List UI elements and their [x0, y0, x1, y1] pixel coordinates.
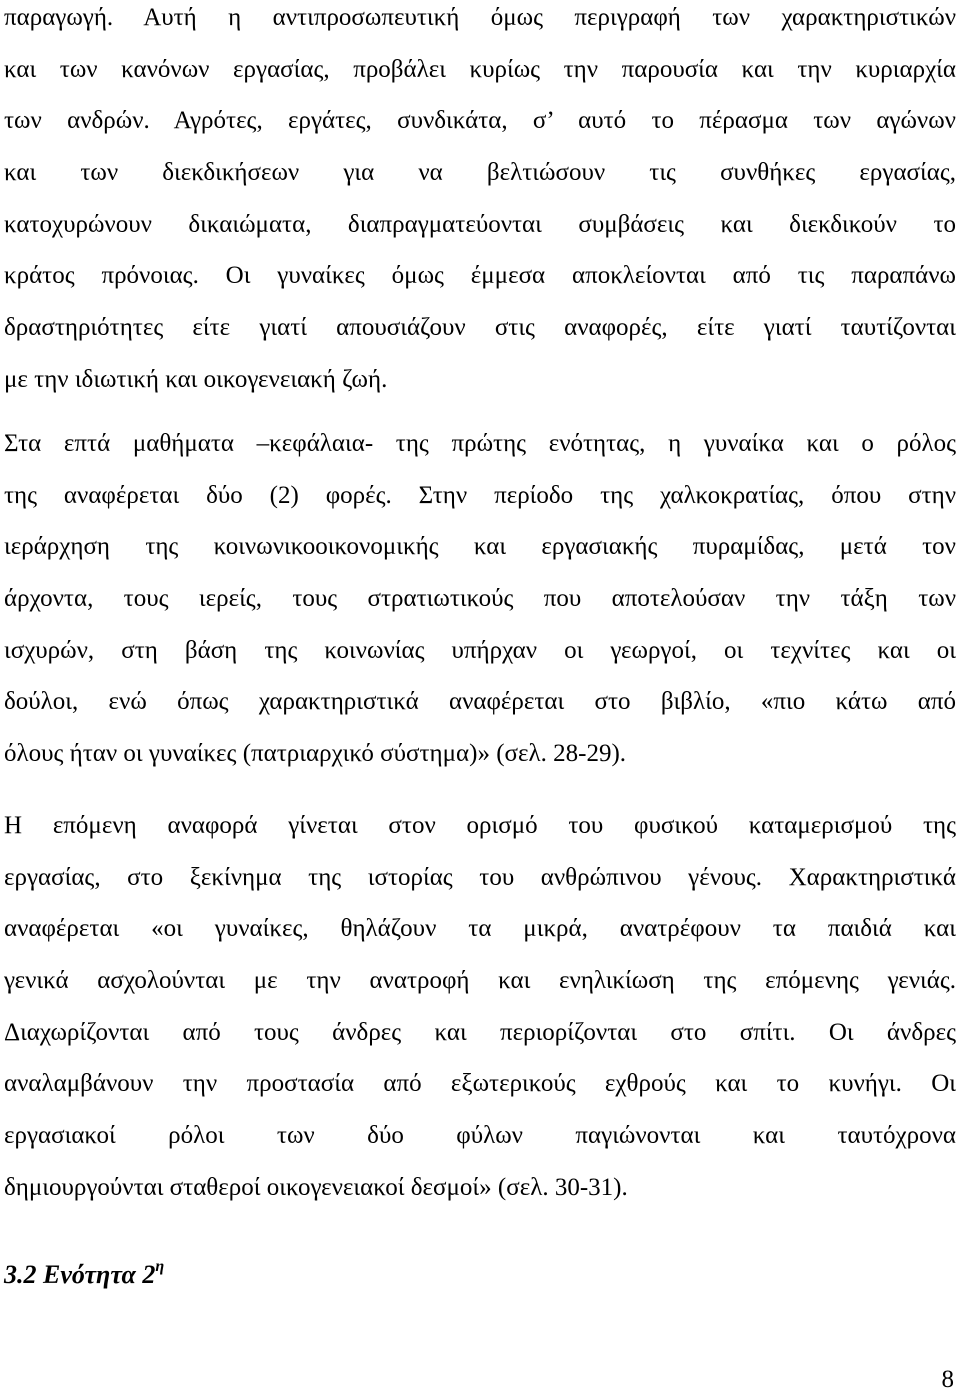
paragraph-1 [4, 0, 956, 406]
text-line: αναλαμβάνουν την προστασία από εξωτερικούς εχθρούς και το κυνήγι. Οι [4, 1070, 956, 1098]
text-line: με την ιδιωτική και οικογενειακή ζωή. [4, 365, 388, 393]
section-heading [4, 1247, 164, 1295]
text-line: εργασίας, στο ξεκίνημα της ιστορίας του ανθρώπινου γένους. Χαρακτηριστικά [4, 863, 956, 891]
page-number: 8 [941, 1366, 954, 1393]
text-line: αναφέρεται «οι γυναίκες, θηλάζουν τα μικρά, ανατρέφουν τα παιδιά και [4, 915, 956, 943]
text-line: όλους ήταν οι γυναίκες (πατριαρχικό σύστημα)» (σελ. 28-29). [4, 740, 627, 768]
text-line: δραστηριότητες είτε γιατί απουσιάζουν στις αναφορές, είτε γιατί ταυτίζονται [4, 314, 956, 342]
text-line: παραγωγή. Αυτή η αντιπροσωπευτική όμως περιγραφή των χαρακτηριστικών [4, 4, 956, 31]
text-line: και των κανόνων εργασίας, προβάλει κυρίως την παρουσία και την κυριαρχία [4, 55, 956, 83]
text-line: Διαχωρίζονται από τους άνδρες και περιορίζονται στο σπίτι. Οι άνδρες [4, 1018, 956, 1046]
text-line: ιεράρχηση της κοινωνικοοικονομικής και εργασιακής πυραμίδας, μετά τον [4, 533, 956, 561]
text-line: κράτος πρόνοιας. Οι γυναίκες όμως έμμεσα αποκλείονται από τις παραπάνω [4, 262, 956, 290]
section-heading-text: 3.2 Ενότητα 2 [4, 1260, 156, 1289]
text-line: της αναφέρεται δύο (2) φορές. Στην περίοδο της χαλκοκρατίας, όπου στην [4, 481, 956, 509]
paragraph-3 [4, 800, 956, 1214]
text-line: δούλοι, ενώ όπως χαρακτηριστικά αναφέρεται στο βιβλίο, «πιο κάτω από [4, 688, 956, 716]
text-line: εργασιακοί ρόλοι των δύο φύλων παγιώνονται και ταυτόχρονα [4, 1122, 956, 1150]
text-line: γενικά ασχολούνται με την ανατροφή και ενηλικίωση της επόμενης γενιάς. [4, 967, 956, 995]
text-line: Στα επτά μαθήματα –κεφάλαια- της πρώτης ενότητας, η γυναίκα και ο ρόλος [4, 430, 956, 457]
paragraph-2 [4, 418, 956, 780]
text-line: και των διεκδικήσεων για να βελτιώσουν τις συνθήκες εργασίας, [4, 159, 956, 187]
section-heading-superscript: η [155, 1258, 165, 1275]
text-line: ισχυρών, στη βάση της κοινωνίας υπήρχαν οι γεωργοί, οι τεχνίτες και οι [4, 636, 956, 664]
text-line: δημιουργούνται σταθεροί οικογενειακοί δεσμοί» (σελ. 30-31). [4, 1173, 628, 1201]
text-line: κατοχυρώνουν δικαιώματα, διαπραγματεύονται συμβάσεις και διεκδικούν το [4, 210, 956, 238]
text-line: των ανδρών. Αγρότες, εργάτες, συνδικάτα, σ’ αυτό το πέρασμα των αγώνων [4, 107, 956, 135]
text-line: Η επόμενη αναφορά γίνεται στον ορισμό του φυσικού καταμερισμού της [4, 812, 956, 839]
text-line: άρχοντα, τους ιερείς, τους στρατιωτικούς που αποτελούσαν την τάξη των [4, 585, 956, 613]
